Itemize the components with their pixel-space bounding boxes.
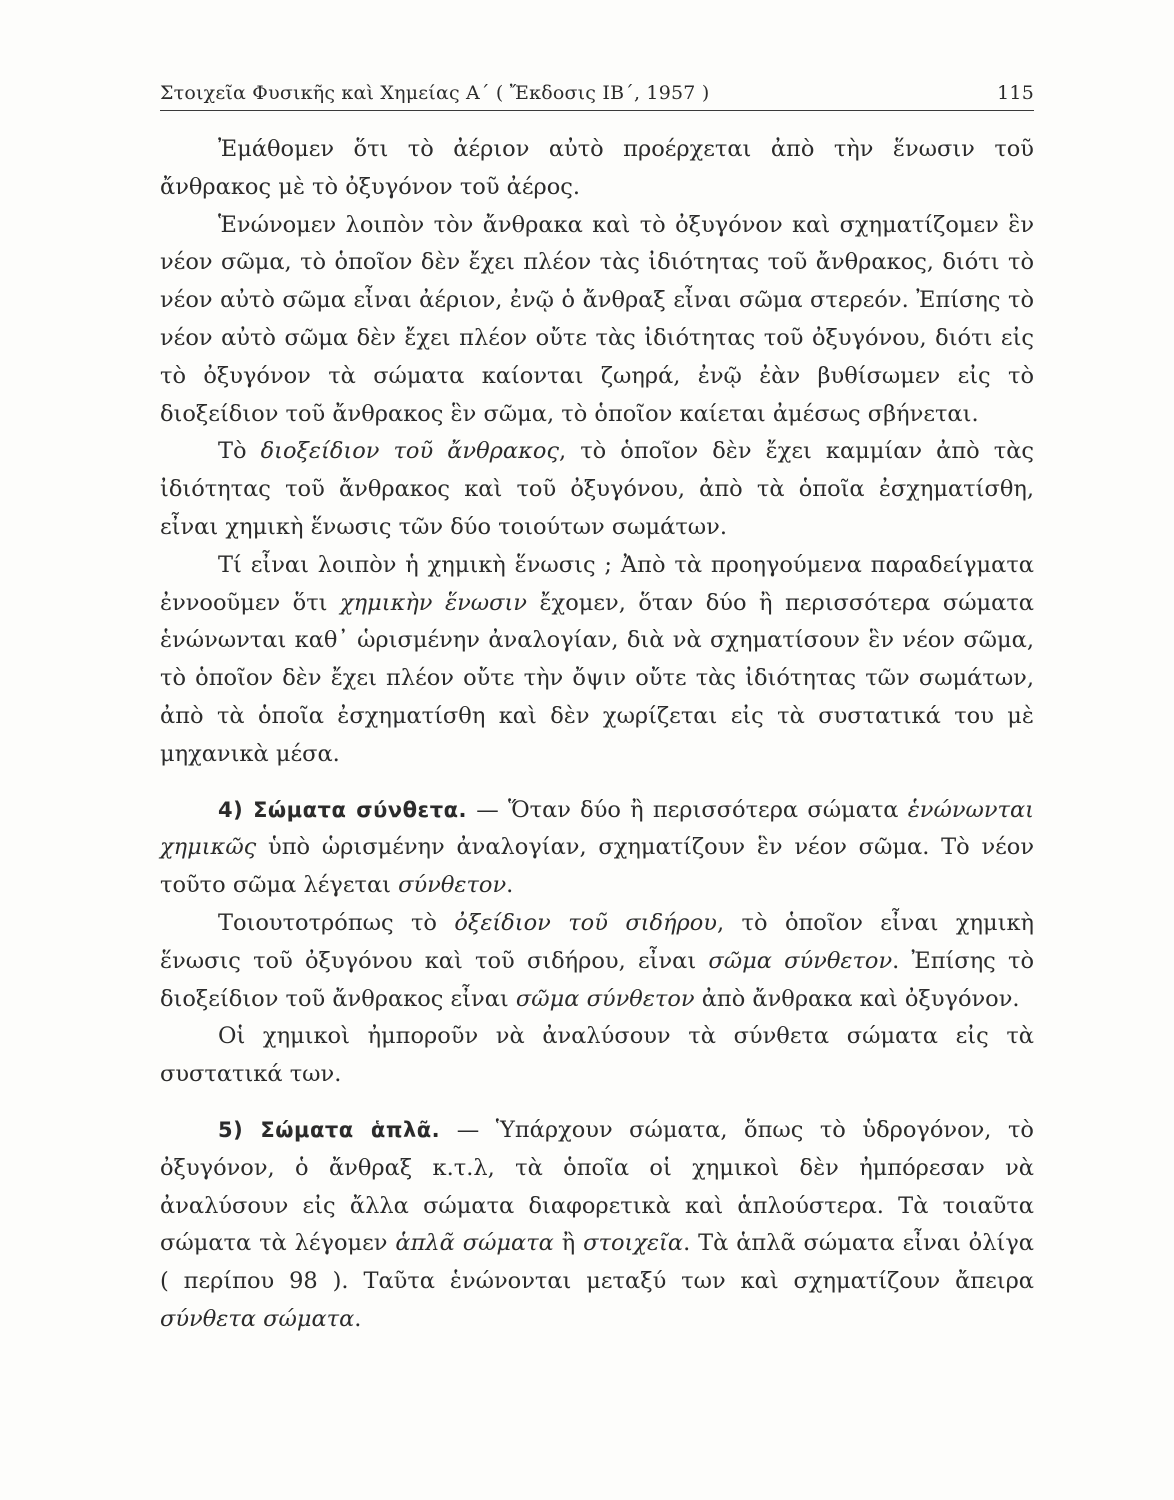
paragraph-3 (160, 433, 1034, 546)
header-title: Στοιχεῖα Φυσικῆς καὶ Χημείας Α΄ ( Ἔκδοσις ΙΒ΄, 1957 ) (160, 82, 710, 104)
paragraph-2: Ἑνώνομεν λοιπὸν τὸν ἄνθρακα καὶ τὸ ὀξυγόνον καὶ σχηματίζομεν ἓν νέον σῶμα, τὸ ὁποῖον δὲν ἔχει πλέον τὰς ἰδιότητας τοῦ ἄνθρακος, διότι τὸ νέον αὐτὸ σῶμα εἶναι ἀέριον, ἐνῷ ὁ ἄνθραξ εἶναι σῶμα στερεόν. Ἐπίσης τὸ νέον αὐτὸ σῶμα δὲν ἔχει πλέον οὔτε τὰς ἰδιότητας τοῦ ὀξυγόνου, διότι εἰς τὸ ὀξυγόνον τὰ σώματα καίονται ζωηρά, ἐνῷ ἐὰν βυθίσωμεν εἰς τὸ διοξείδιον τοῦ ἄνθρακος ἓν σῶμα, τὸ ὁποῖον καίεται ἀμέσως σβήνεται. (160, 211, 1034, 427)
text-run: . (354, 1305, 362, 1332)
text-run: ἔχομεν, ὅταν δύο ἢ περισσότερα σώματα ἑνώνωνται καθ᾽ ὡρισμένην ἀναλογίαν, διὰ νὰ σχηματίσουν ἓν νέον σῶμα, τὸ ὁποῖον δὲν ἔχει πλέον οὔτε τὴν ὄψιν οὔτε τὰς ἰδιότητας τῶν σωμάτων, ἀπὸ τὰ ὁποῖα ἐσχηματίσθη καὶ δὲν χωρίζεται εἰς τὰ συστατικά του μὲ μηχανικὰ μέσα. (160, 589, 1034, 767)
text-run: , τὸ ὁποῖον εἶναι χημικὴ ἕνωσις τοῦ ὀξυγόνου καὶ τοῦ σιδήρου, εἶναι (160, 909, 1034, 974)
header-rule (160, 110, 1034, 111)
italic-term: διοξείδιον τοῦ ἄνθρακος (260, 438, 559, 465)
paragraph-8 (160, 1112, 1034, 1339)
text-run: ἀπὸ ἄνθρακα καὶ ὀξυγόνον. (694, 985, 1020, 1012)
paragraph-7: Οἱ χημικοὶ ἠμποροῦν νὰ ἀναλύσουν τὰ σύνθετα σώματα εἰς τὰ συστατικά των. (160, 1023, 1034, 1088)
italic-term: ἑνώνωνται χημικῶς (160, 796, 1034, 861)
paragraph-1: Ἐμάθομεν ὅτι τὸ ἀέριον αὐτὸ προέρχεται ἀπὸ τὴν ἕνωσιν τοῦ ἄνθρακος μὲ τὸ ὀξυγόνον τοῦ ἀέρος. (160, 136, 1034, 200)
paragraph-6 (160, 905, 1034, 1018)
italic-term: σῶμα σύνθετον (708, 947, 893, 974)
italic-term: χημικὴν ἕνωσιν (340, 589, 527, 616)
italic-term: στοιχεῖα (583, 1230, 684, 1257)
page-number: 115 (997, 82, 1034, 104)
book-page (160, 82, 1034, 1339)
text-run: Τοιουτοτρόπως τὸ (218, 909, 455, 936)
italic-term: σῶμα σύνθετον (515, 985, 695, 1012)
running-header (160, 82, 1034, 108)
text-run: ἢ (553, 1230, 584, 1257)
text-run: . (506, 872, 514, 899)
italic-term: σύνθετα σώματα (160, 1305, 355, 1332)
paragraph-4 (160, 547, 1034, 774)
italic-term: σύνθετον (398, 872, 507, 899)
text-run: Τὸ (218, 438, 261, 465)
section-heading-simple-bodies: 5) Σώματα ἁπλᾶ. (218, 1117, 441, 1142)
italic-term: ἁπλᾶ σώματα (395, 1230, 554, 1257)
italic-term: ὀξείδιον τοῦ σιδήρου (454, 909, 717, 936)
section-heading-compound-bodies: 4) Σώματα σύνθετα. (218, 797, 468, 822)
text-run: — Ὑπάρχουν σώματα, ὅπως τὸ ὑδρογόνον, τὸ ὀξυγόνον, ὁ ἄνθραξ κ.τ.λ, τὰ ὁποῖα οἱ χημικοὶ δὲν ἠμπόρεσαν νὰ ἀναλύσουν εἰς ἄλλα σώματα διαφορετικὰ καὶ ἁπλούστερα. Τὰ τοιαῦτα σώματα τὰ λέγομεν (160, 1116, 1034, 1257)
text-run: . Τὰ ἁπλᾶ σώματα εἶναι ὀλίγα ( περίπου 98 ). Ταῦτα ἑνώνονται μεταξύ των καὶ σχηματίζουν ἄπειρα (160, 1230, 1034, 1295)
text-run: Τί εἶναι λοιπὸν ἡ χημικὴ ἕνωσις ; Ἀπὸ τὰ προηγούμενα παραδείγματα ἐννοοῦμεν ὅτι (160, 551, 1034, 616)
text-run: — Ὅταν δύο ἢ περισσότερα σώματα (467, 796, 908, 823)
paragraph-5 (160, 792, 1034, 905)
body-text (160, 131, 1034, 1339)
text-run: . Ἐπίσης τὸ διοξείδιον τοῦ ἄνθρακος εἶναι (160, 947, 1034, 1012)
text-run: , τὸ ὁποῖον δὲν ἔχει καμμίαν ἀπὸ τὰς ἰδιότητας τοῦ ἄνθρακος καὶ τοῦ ὀξυγόνου, ἀπὸ τὰ ὁποῖα ἐσχηματίσθη, εἶναι χημικὴ ἕνωσις τῶν δύο τοιούτων σωμάτων. (160, 438, 1034, 540)
text-run: ὑπὸ ὡρισμένην ἀναλογίαν, σχηματίζουν ἓν νέον σῶμα. Τὸ νέον τοῦτο σῶμα λέγεται (160, 834, 1034, 899)
